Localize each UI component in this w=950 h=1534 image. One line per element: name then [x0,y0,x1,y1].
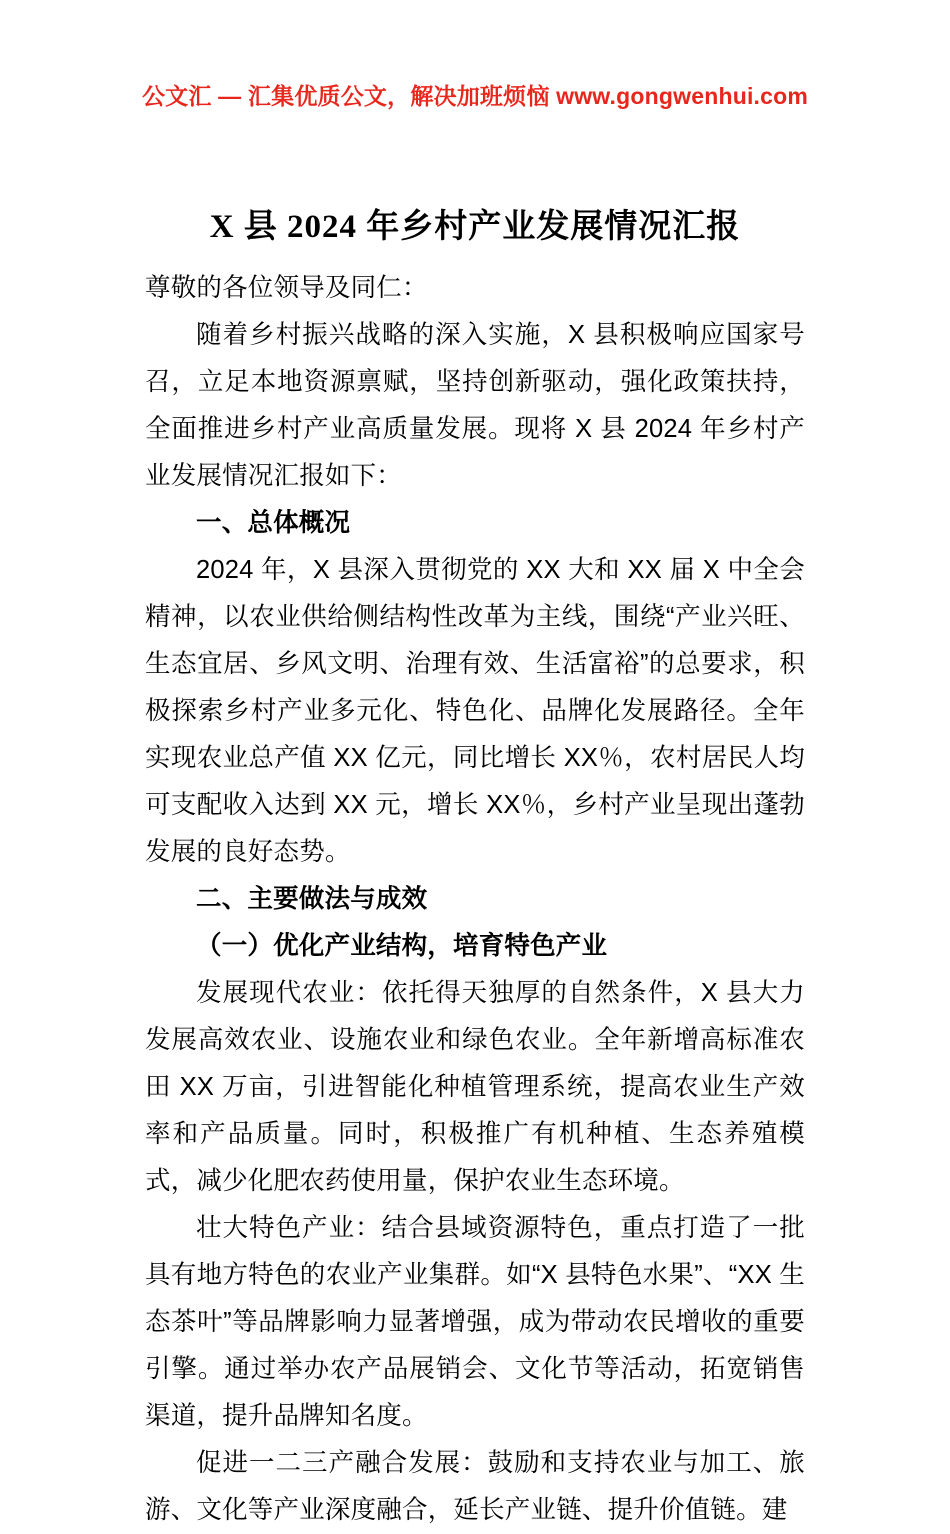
paragraph-specialty-industry: 壮大特色产业：结合县域资源特色，重点打造了一批具有地方特色的农业产业集群。如“X 县特色水果”、“XX 生态茶叶”等品牌影响力显著增强，成为带动农民增收的重要引擎。通过举办农产品展销会、文化节等活动，拓宽销售渠道，提升品牌知名度。 [145,1214,805,1430]
paragraph-opening: 随着乡村振兴战略的深入实施，X 县积极响应国家号召，立足本地资源禀赋，坚持创新驱动，强化政策扶持，全面推进乡村产业高质量发展。现将 X 县 2024 年乡村产业发展情况汇报如下： [145,321,805,490]
paragraph-section-one-body: 2024 年，X 县深入贯彻党的 XX 大和 XX 届 X 中全会精神，以农业供给侧结构性改革为主线，围绕“产业兴旺、生态宜居、乡风文明、治理有效、生活富裕”的总要求，积极探索乡村产业多元化、特色化、品牌化发展路径。全年实现农业总产值 XX 亿元，同比增长 XX％，农村居民人均可支配收入达到 XX 元，增长 XX％，乡村产业呈现出蓬勃发展的良好态势。 [145,556,805,866]
page-title: X 县 2024 年乡村产业发展情况汇报 [209,209,741,246]
paragraph-salutation: 尊敬的各位领导及同仁： [145,274,428,302]
paragraph-modern-agriculture: 发展现代农业：依托得天独厚的自然条件，X 县大力发展高效农业、设施农业和绿色农业。全年新增高标准农田 XX 万亩，引进智能化种植管理系统，提高农业生产效率和产品质量。同时，积极推广有机种植、生态养殖模式，减少化肥农药使用量，保护农业生态环境。 [145,979,805,1195]
heading-section-two: 二、主要做法与成效 [196,885,428,913]
heading-subsection-one: （一）优化产业结构，培育特色产业 [196,932,608,960]
paragraph-industry-integration: 促进一二三产融合发展：鼓励和支持农业与加工、旅游、文化等产业深度融合，延长产业链、提升价值链。建 [145,1449,805,1524]
watermark-banner: 公文汇 — 汇集优质公文，解决加班烦恼 www.gongwenhui.com [141,83,809,109]
heading-section-one: 一、总体概况 [196,509,351,537]
